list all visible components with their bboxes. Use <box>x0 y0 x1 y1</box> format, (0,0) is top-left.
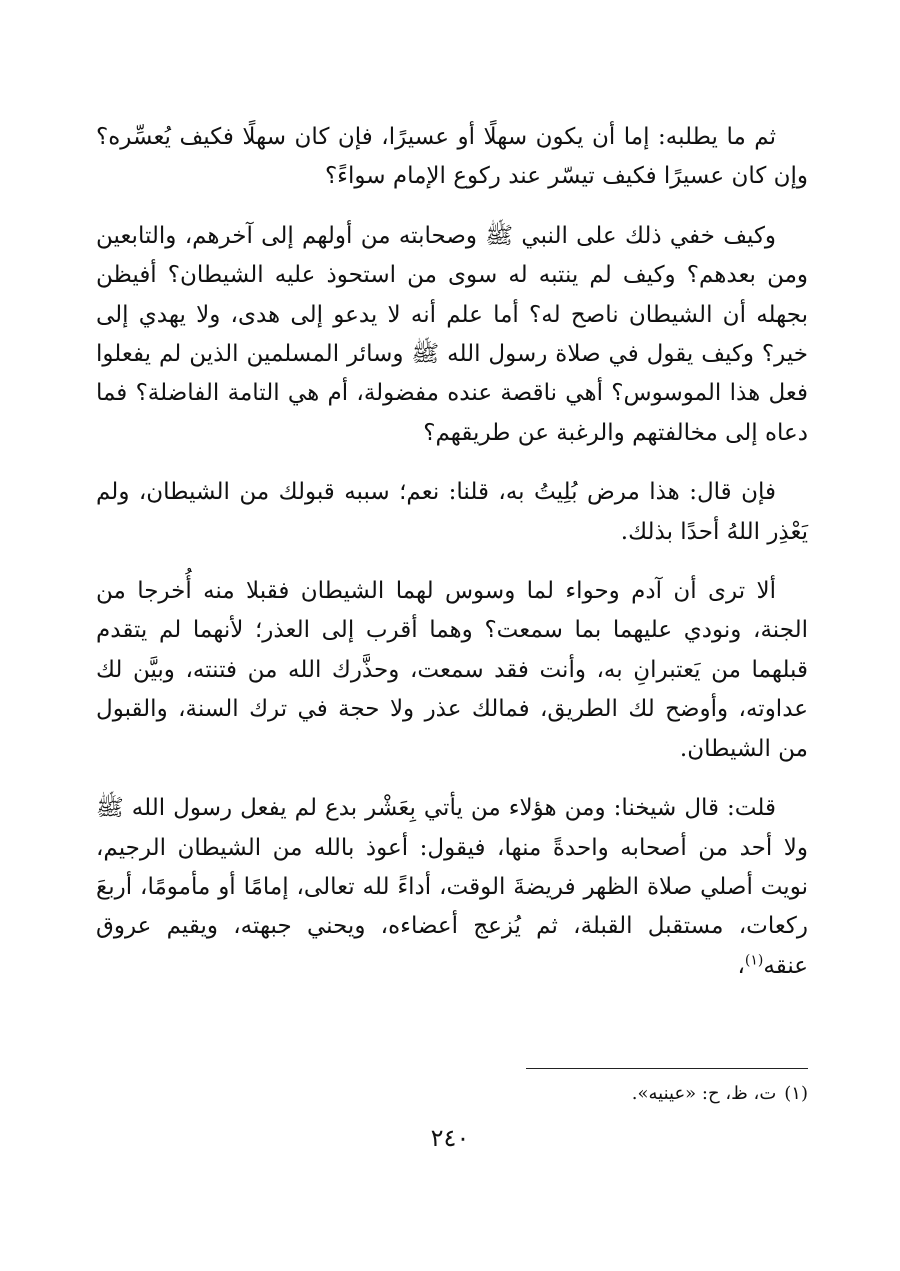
paragraph-2: وكيف خفي ذلك على النبي ﷺ وصحابته من أولهم إلى آخرهم، والتابعين ومن بعدهم؟ وكيف لم ينتبه له سوى من استحوذ عليه الشيطان؟ أفيظن بجهله أن الشيطان ناصح له؟ أما علم أنه لا يدعو إلى هدى، ولا يهدي إلى خير؟ وكيف يقول في صلاة رسول الله ﷺ وسائر المسلمين الذين لم يفعلوا فعل هذا الموسوس؟ أهي ناقصة عنده مفضولة، أم هي التامة الفاضلة؟ فما دعاه إلى مخالفتهم والرغبة عن طريقهم؟ <box>96 222 808 446</box>
footnote-reference: (١) <box>744 952 764 969</box>
footnote <box>96 1080 808 1108</box>
footnote-number: (١) <box>784 1083 808 1104</box>
paragraph-1: ثم ما يطلبه: إما أن يكون سهلًا أو عسيرًا، فإن كان سهلًا فكيف يُعسِّره؟ وإن كان عسيرًا فكيف تيسّر عند ركوع الإمام سواءً؟ <box>96 124 808 190</box>
page-number: ٢٤٠ <box>430 1124 470 1152</box>
footnote-text: ت، ظ، ح: «عينيه». <box>631 1083 777 1104</box>
paragraph-5-text: قلت: قال شيخنا: ومن هؤلاء من يأتي بِعَشْر بدع لم يفعل رسول الله ﷺ ولا أحد من أصحابه واحدةً منها، فيقول: أعوذ بالله من الشيطان الرجيم، نويت أصلي صلاة الظهر فريضةَ الوقت، أداءً لله تعالى، إمامًا أو مأمومًا، أربعَ ركعات، مستقبل القبلة، ثم يُزعج أعضاءه، ويحني جبهته، ويقيم عروق عنقه <box>96 795 808 979</box>
paragraph-5 <box>96 789 808 986</box>
footnote-divider <box>526 1068 808 1069</box>
main-text <box>96 118 808 1006</box>
paragraph-5-tail: ، <box>737 952 745 979</box>
paragraph-4: ألا ترى أن آدم وحواء لما وسوس لهما الشيطان فقبلا منه أُخرجا من الجنة، ونودي عليهما بما سمعت؟ وهما أقرب إلى العذر؛ لأنهما لم يتقدم قبلهما من يَعتبرانِ به، وأنت فقد سمعت، وحذَّرك الله من فتنته، وبيَّن لك عداوته، وأوضح لك الطريق، فمالك عذر ولا حجة في ترك السنة، والقبول من الشيطان. <box>96 578 808 762</box>
paragraph-3: فإن قال: هذا مرض بُلِيتُ به، قلنا: نعم؛ سببه قبولك من الشيطان، ولم يَعْذِر اللهُ أحدًا بذلك. <box>96 479 808 545</box>
